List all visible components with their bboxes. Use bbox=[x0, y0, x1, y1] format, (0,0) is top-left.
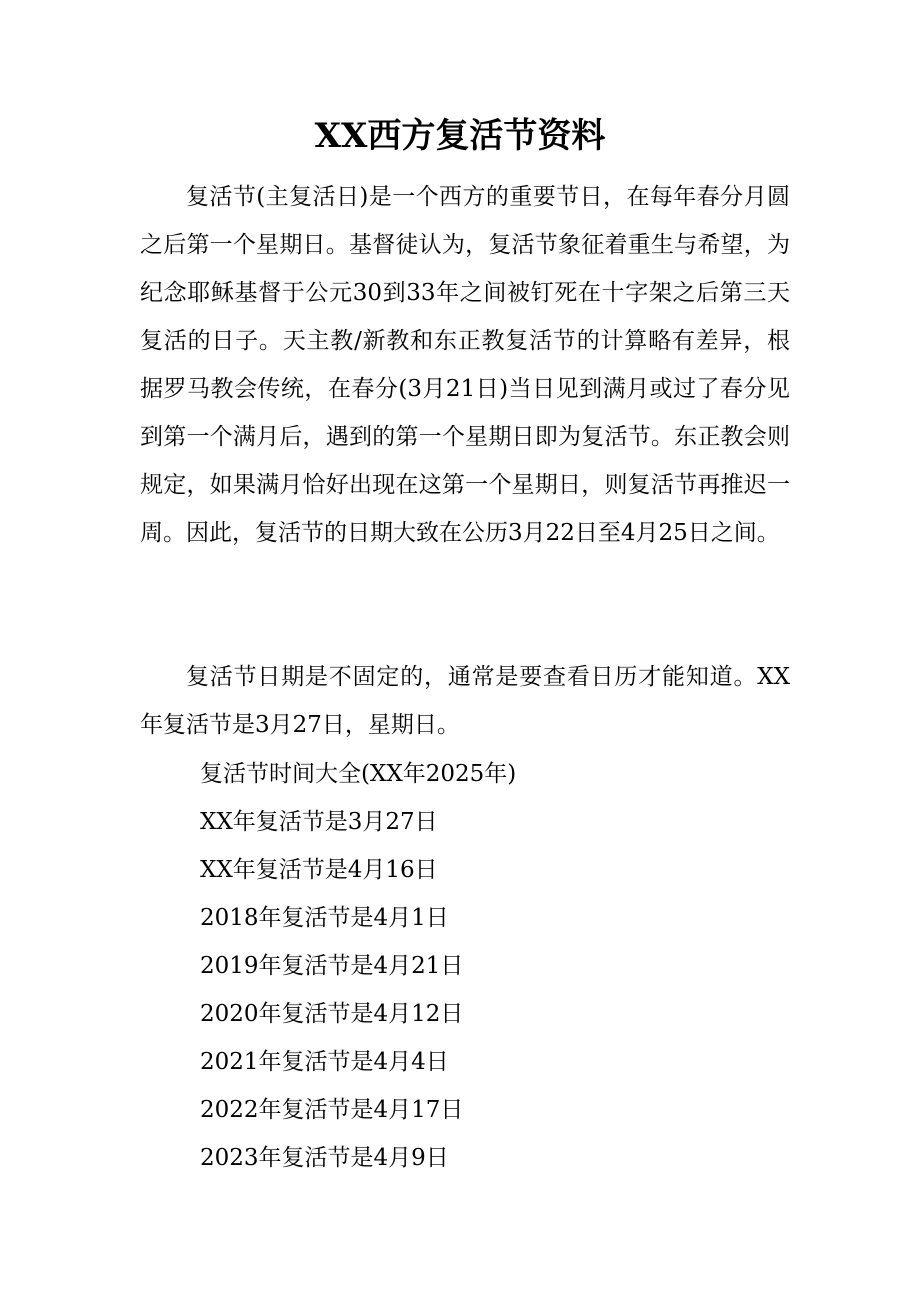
list-item: 2019年复活节是4月21日 bbox=[200, 953, 464, 979]
intro-paragraph: 复活节(主复活日)是一个西方的重要节日，在每年春分月圆之后第一个星期日。基督徒认为，复活节象征着重生与希望，为纪念耶稣基督于公元30到33年之间被钉死在十字架之后第三天复活的日子。天主教/新教和东正教复活节的计算略有差异，根据罗马教会传统，在春分(3月21日)当日见到满月或过了春分见到第一个满月后，遇到的第一个星期日即为复活节。东正教会则规定，如果满月恰好出现在这第一个星期日，则复活节再推迟一周。因此，复活节的日期大致在公历3月22日至4月25日之间。 bbox=[140, 184, 790, 546]
list-item: 2022年复活节是4月17日 bbox=[200, 1097, 464, 1123]
easter-dates-list bbox=[200, 750, 516, 1182]
list-item: 2023年复活节是4月9日 bbox=[200, 1145, 449, 1171]
date-note-paragraph: 复活节日期是不固定的，通常是要查看日历才能知道。XX年复活节是3月27日，星期日。 bbox=[140, 664, 790, 738]
list-item: 2021年复活节是4月4日 bbox=[200, 1049, 449, 1075]
list-item: XX年复活节是3月27日 bbox=[200, 809, 438, 835]
list-item: 2020年复活节是4月12日 bbox=[200, 1001, 464, 1027]
list-item: XX年复活节是4月16日 bbox=[200, 857, 438, 883]
list-item: 2018年复活节是4月1日 bbox=[200, 905, 449, 931]
document-title: XX西方复活节资料 bbox=[314, 116, 606, 156]
list-heading: 复活节时间大全(XX年2025年) bbox=[200, 761, 517, 787]
